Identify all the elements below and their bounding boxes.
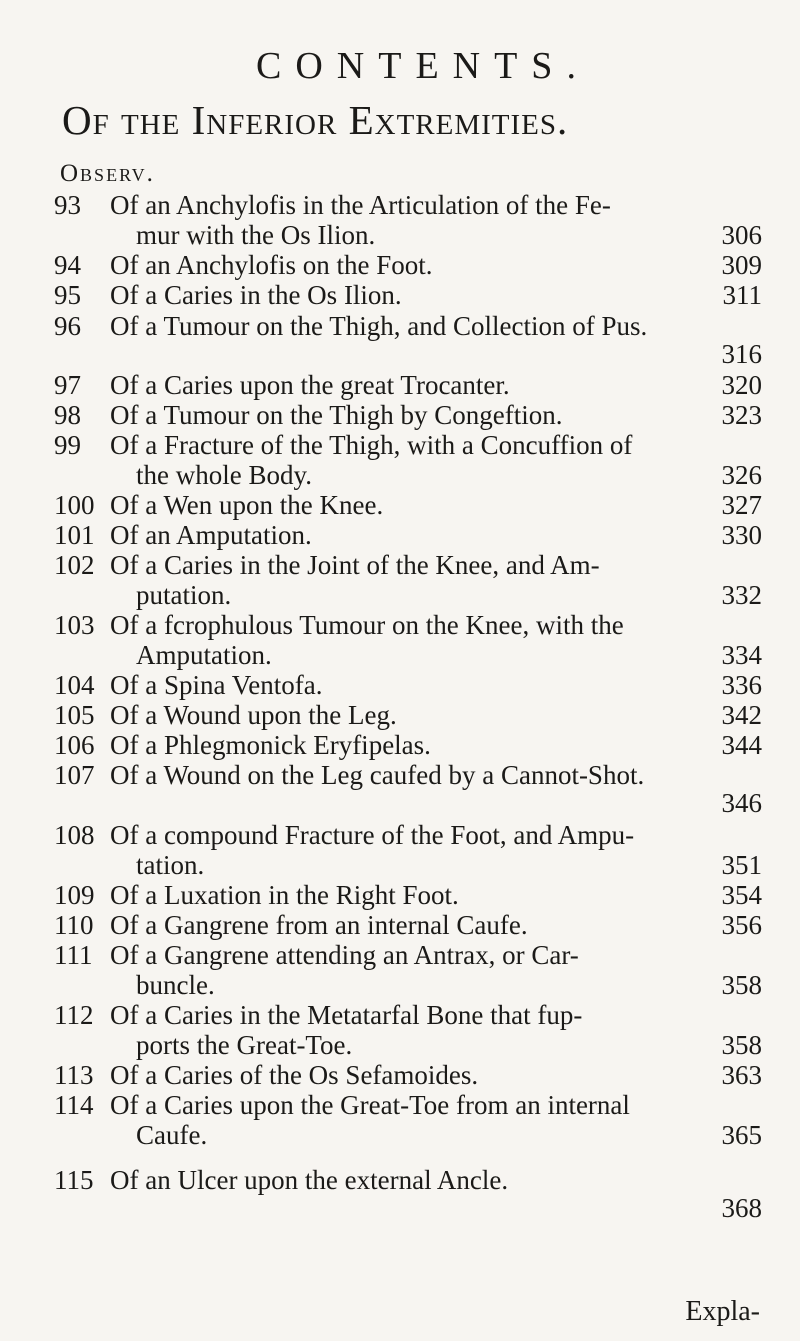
observation-number: 114	[54, 1090, 94, 1120]
entry-title-continuation: the whole Body.	[136, 460, 312, 490]
page-number: 346	[721, 788, 762, 818]
page-number: 309	[721, 250, 762, 280]
page-number: 330	[721, 520, 762, 550]
running-head: CONTENTS.	[256, 45, 590, 87]
page-number: 342	[721, 700, 762, 730]
entry-title: Of an Anchylofis on the Foot.	[110, 250, 433, 280]
page-number: 323	[721, 400, 762, 430]
entry-title: Of a Luxation in the Right Foot.	[110, 880, 459, 910]
observation-number: 115	[54, 1165, 94, 1195]
entry-title: Of a Tumour on the Thigh, and Collection of Pus.	[110, 311, 648, 341]
page-number: 358	[721, 1030, 762, 1060]
entry-title-continuation: tation.	[136, 850, 205, 880]
observation-number: 104	[54, 670, 95, 700]
page-number: 332	[721, 580, 762, 610]
observation-number: 108	[54, 820, 95, 850]
entry-title: Of a Caries in the Os Ilion.	[110, 280, 402, 310]
observation-number: 98	[54, 400, 81, 430]
observation-number: 96	[54, 311, 81, 341]
catchword: Expla-	[685, 1296, 760, 1327]
observation-number: 93	[54, 190, 81, 220]
observation-number: 109	[54, 880, 95, 910]
entry-title-continuation: putation.	[136, 580, 232, 610]
entry-title: Of a Wound on the Leg caufed by a Cannot-Shot.	[110, 760, 645, 790]
entry-title: Of a Tumour on the Thigh by Congeftion.	[110, 400, 563, 430]
observation-heading: Observ.	[60, 160, 155, 187]
page-number: 326	[721, 460, 762, 490]
entry-title: Of a compound Fracture of the Foot, and Ampu-	[110, 820, 635, 850]
observation-number: 101	[54, 520, 95, 550]
page-number: 358	[721, 970, 762, 1000]
page-number: 316	[721, 339, 762, 369]
entry-title: Of a Wound upon the Leg.	[110, 700, 397, 730]
observation-number: 95	[54, 280, 81, 310]
entry-title-continuation: mur with the Os Ilion.	[136, 220, 376, 250]
entry-title: Of an Anchylofis in the Articulation of the Fe-	[110, 190, 611, 220]
entry-title: Of a fcrophulous Tumour on the Knee, with the	[110, 610, 624, 640]
entry-title: Of a Caries in the Joint of the Knee, and Am-	[110, 550, 600, 580]
entry-title: Of a Caries in the Metatarfal Bone that fup-	[110, 1000, 583, 1030]
observation-number: 100	[54, 490, 95, 520]
entry-title-continuation: buncle.	[136, 970, 215, 1000]
observation-number: 105	[54, 700, 95, 730]
page-number: 356	[721, 910, 762, 940]
entry-title-continuation: ports the Great-Toe.	[136, 1030, 353, 1060]
page-number: 365	[721, 1120, 762, 1150]
entry-title: Of a Gangrene attending an Antrax, or Car-	[110, 940, 579, 970]
page-number: 334	[721, 640, 762, 670]
entry-title: Of a Wen upon the Knee.	[110, 490, 384, 520]
observation-number: 103	[54, 610, 95, 640]
entry-title: Of a Caries upon the Great-Toe from an internal	[110, 1090, 630, 1120]
observation-number: 113	[54, 1060, 94, 1090]
section-title: Of the Inferior Extremities.	[62, 97, 569, 143]
entry-title: Of a Caries upon the great Trocanter.	[110, 370, 510, 400]
entry-title: Of an Ulcer upon the external Ancle.	[110, 1165, 509, 1195]
page-number: 368	[721, 1193, 762, 1223]
page-number: 354	[721, 880, 762, 910]
page-number: 327	[721, 490, 762, 520]
observation-number: 94	[54, 250, 81, 280]
page-number: 306	[721, 220, 762, 250]
page-number: 363	[721, 1060, 762, 1090]
entry-title: Of a Fracture of the Thigh, with a Concuffion of	[110, 430, 633, 460]
page-number: 311	[722, 280, 762, 310]
page-number: 336	[721, 670, 762, 700]
entry-title-continuation: Amputation.	[136, 640, 272, 670]
observation-number: 102	[54, 550, 95, 580]
entry-title: Of a Caries of the Os Sefamoides.	[110, 1060, 479, 1090]
observation-number: 111	[54, 940, 93, 970]
page-number: 344	[721, 730, 762, 760]
observation-number: 106	[54, 730, 95, 760]
observation-number: 110	[54, 910, 94, 940]
entry-title: Of an Amputation.	[110, 520, 312, 550]
observation-number: 99	[54, 430, 81, 460]
observation-number: 97	[54, 370, 81, 400]
entry-title: Of a Spina Ventofa.	[110, 670, 323, 700]
entry-title-continuation: Caufe.	[136, 1120, 208, 1150]
page-number: 351	[721, 850, 762, 880]
observation-number: 112	[54, 1000, 94, 1030]
entry-title: Of a Phlegmonick Eryfipelas.	[110, 730, 431, 760]
observation-number: 107	[54, 760, 95, 790]
entry-title: Of a Gangrene from an internal Caufe.	[110, 910, 528, 940]
page-number: 320	[721, 370, 762, 400]
